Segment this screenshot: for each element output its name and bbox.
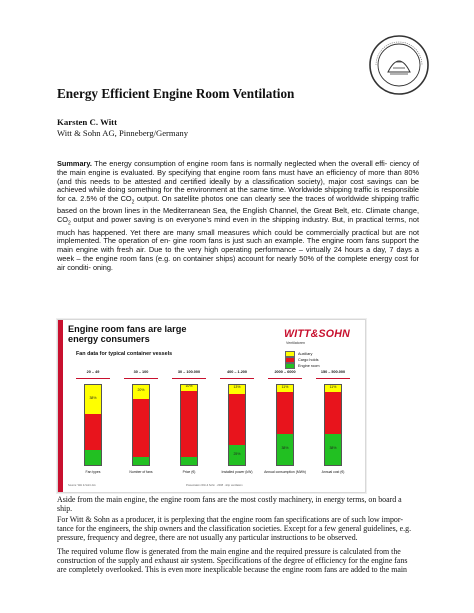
accent-bar <box>58 320 63 492</box>
bar-segment-cargo-holds <box>325 392 341 434</box>
summary-line: Channel, the Great Belt, etc. Climate change, CO <box>57 206 419 225</box>
university-seal-icon <box>368 34 430 96</box>
bar-segment-engine-room <box>325 434 341 465</box>
legend-label: Cargo holds <box>298 358 319 362</box>
figure-heading <box>68 324 186 345</box>
data-label: 38% <box>281 446 289 451</box>
stacked-bar <box>132 384 150 466</box>
bar-segment-cargo-holds <box>133 399 149 456</box>
body-line: construction of the supply and exhaust air system. Specifications of the degree of efficiency for the engine fans <box>57 556 408 566</box>
range-label: 150 – 500.000 <box>320 370 346 374</box>
category-label: Installed power (kW) <box>221 470 253 474</box>
stacked-bar <box>276 384 294 466</box>
logo-text: WITT&SOHN <box>284 328 350 340</box>
range-underline <box>172 378 206 379</box>
data-label: 10% <box>185 384 193 389</box>
bar-segment-engine-room <box>85 450 101 465</box>
body-paragraph <box>57 515 419 543</box>
bar-segment-auxiliary <box>277 384 293 392</box>
subscript: 2 <box>68 220 71 227</box>
body-paragraph <box>57 547 419 575</box>
bar-segment-auxiliary <box>325 384 341 392</box>
paper-title: Energy Efficient Engine Room Ventilation <box>57 86 295 101</box>
category-label: Price (€) <box>182 470 196 474</box>
legend-swatch <box>285 363 295 369</box>
summary-line: shipping traffic is responsible for ca. 2.5% of the CO <box>57 185 419 204</box>
summary-line: even in the shipping industry. But, in practical terms, not much has happened. Yet there are many <box>57 215 419 237</box>
bar-segment-cargo-holds <box>181 391 197 457</box>
author-affiliation: Witt & Sohn AG, Pinneberg/Germany <box>57 128 189 138</box>
data-label: 20% <box>137 388 145 393</box>
summary-line: output and power saving is on everyone’s mind <box>70 215 231 225</box>
category-label: Fan types <box>85 470 101 474</box>
body-line: ship. <box>57 504 73 514</box>
body-line: tance for the engineers, the ship owners and the classification societies. Except for a few general guidelines, e.g. <box>57 524 412 534</box>
figure-subtitle: Fan data for typical container vessels <box>76 351 173 357</box>
range-label: 20 – 49 <box>86 370 100 374</box>
bar-segment-cargo-holds <box>277 392 293 434</box>
category-label: Number of fans <box>129 470 153 474</box>
data-label: 11% <box>281 384 289 389</box>
range-underline <box>220 378 254 379</box>
range-label: 2000 – 6000 <box>274 370 296 374</box>
range-label: 30 – 100.000 <box>177 370 201 374</box>
subscript: 2 <box>131 199 135 206</box>
range-underline <box>316 378 350 379</box>
category-label: Annual cost (€) <box>321 470 345 474</box>
body-line: are completely overlooked. This is even more inexplicable because the engine room fans are added to the main <box>57 565 407 575</box>
summary-line: room fans (e.g. on container ships) account for nearly 50% of the complete energy cost for air conditi- <box>57 253 419 272</box>
summary-label: Summary. <box>57 159 92 168</box>
body-line: The required volume flow is generated from the main engine and the required pressure is calculated from the <box>57 547 401 556</box>
stacked-bar <box>228 384 246 466</box>
legend-item <box>285 363 320 369</box>
summary-line: more than 80% (and this needs to be attested and certified ideally by a classification society), major <box>57 167 420 186</box>
chart-legend <box>285 351 320 369</box>
range-underline <box>124 378 158 379</box>
stacked-bar <box>324 384 342 466</box>
stacked-bar <box>180 384 198 466</box>
data-label: 38% <box>89 395 97 400</box>
legend-label: Auxiliary <box>298 352 313 356</box>
summary-line: cost savings can be achieved while doing something for the environment at the same time. Worldwide <box>57 176 420 195</box>
body-paragraph <box>57 495 419 513</box>
range-label: 400 – 1.200 <box>226 370 248 374</box>
witt-sohn-logo <box>284 324 360 340</box>
summary-line: output. On satellite photos one can clearly see <box>134 194 291 204</box>
bar-segment-cargo-holds <box>229 394 245 445</box>
summary-line: ciency of the main engine is evaluated. By specifying that engine room fans must have an efficiency of <box>57 159 419 177</box>
bar-segment-engine-room <box>133 457 149 465</box>
logo-subtext: Ventilatoren <box>286 341 305 345</box>
data-label: 13% <box>233 385 241 390</box>
author-name: Karsten C. Witt <box>57 117 118 127</box>
data-label: 38% <box>329 446 337 451</box>
range-label: 30 – 100 <box>133 370 149 374</box>
range-underline <box>76 378 110 379</box>
stacked-bar <box>84 384 102 466</box>
data-label: 11% <box>329 384 337 389</box>
figure-heading-line: energy consumers <box>68 334 150 345</box>
range-underline <box>268 378 302 379</box>
figure-footer: Presentation Witt & Sohn · 2008 · ship ventilation <box>186 484 243 487</box>
bar-segment-cargo-holds <box>85 414 101 450</box>
summary-line: The energy consumption of engine room fans is normally neglected when the overall effi- <box>94 159 388 168</box>
figure-slide <box>57 319 366 493</box>
body-line: Aside from the main engine, the engine room fans are the most costly machinery, in energy terms, on board a <box>57 495 402 504</box>
summary-line: Due to the very high operating performance – virtually 24 hours a day, 7 days a week – the engine <box>57 245 419 263</box>
figure-source: Source: Witt & Sohn AG <box>68 484 96 487</box>
summary-line: small measures which could be commercially practical but are not implemented. The operation of en- <box>57 227 419 246</box>
bar-segment-engine-room <box>181 457 197 465</box>
bar-segment-auxiliary <box>85 384 101 414</box>
summary-line: gine room fans is just such an example. The engine room fans support the main engine with fresh air. <box>57 236 419 255</box>
bar-segment-auxiliary <box>181 384 197 391</box>
summary-line: the traces of worldwide shipping traffic based on the brown lines in the Mediterranean Sea, the English <box>57 194 419 216</box>
data-label: 25% <box>233 451 241 456</box>
figure-heading-line: Engine room fans are large <box>68 324 187 334</box>
bar-segment-engine-room <box>229 445 245 466</box>
body-line: pressure, frequency and degree, there are not usually any particular instructions to be observed. <box>57 533 358 543</box>
summary-paragraph <box>57 160 419 273</box>
body-line: For Witt & Sohn as a producer, it is perplexing that the engine room fan specifications are of such low impor- <box>57 515 403 524</box>
legend-label: Engine room <box>298 364 320 368</box>
category-label: Annual consumption (MWh) <box>264 470 306 474</box>
bar-segment-auxiliary <box>229 384 245 394</box>
bar-segment-auxiliary <box>133 384 149 399</box>
bar-segment-engine-room <box>277 434 293 465</box>
summary-line: oning. <box>92 262 113 272</box>
